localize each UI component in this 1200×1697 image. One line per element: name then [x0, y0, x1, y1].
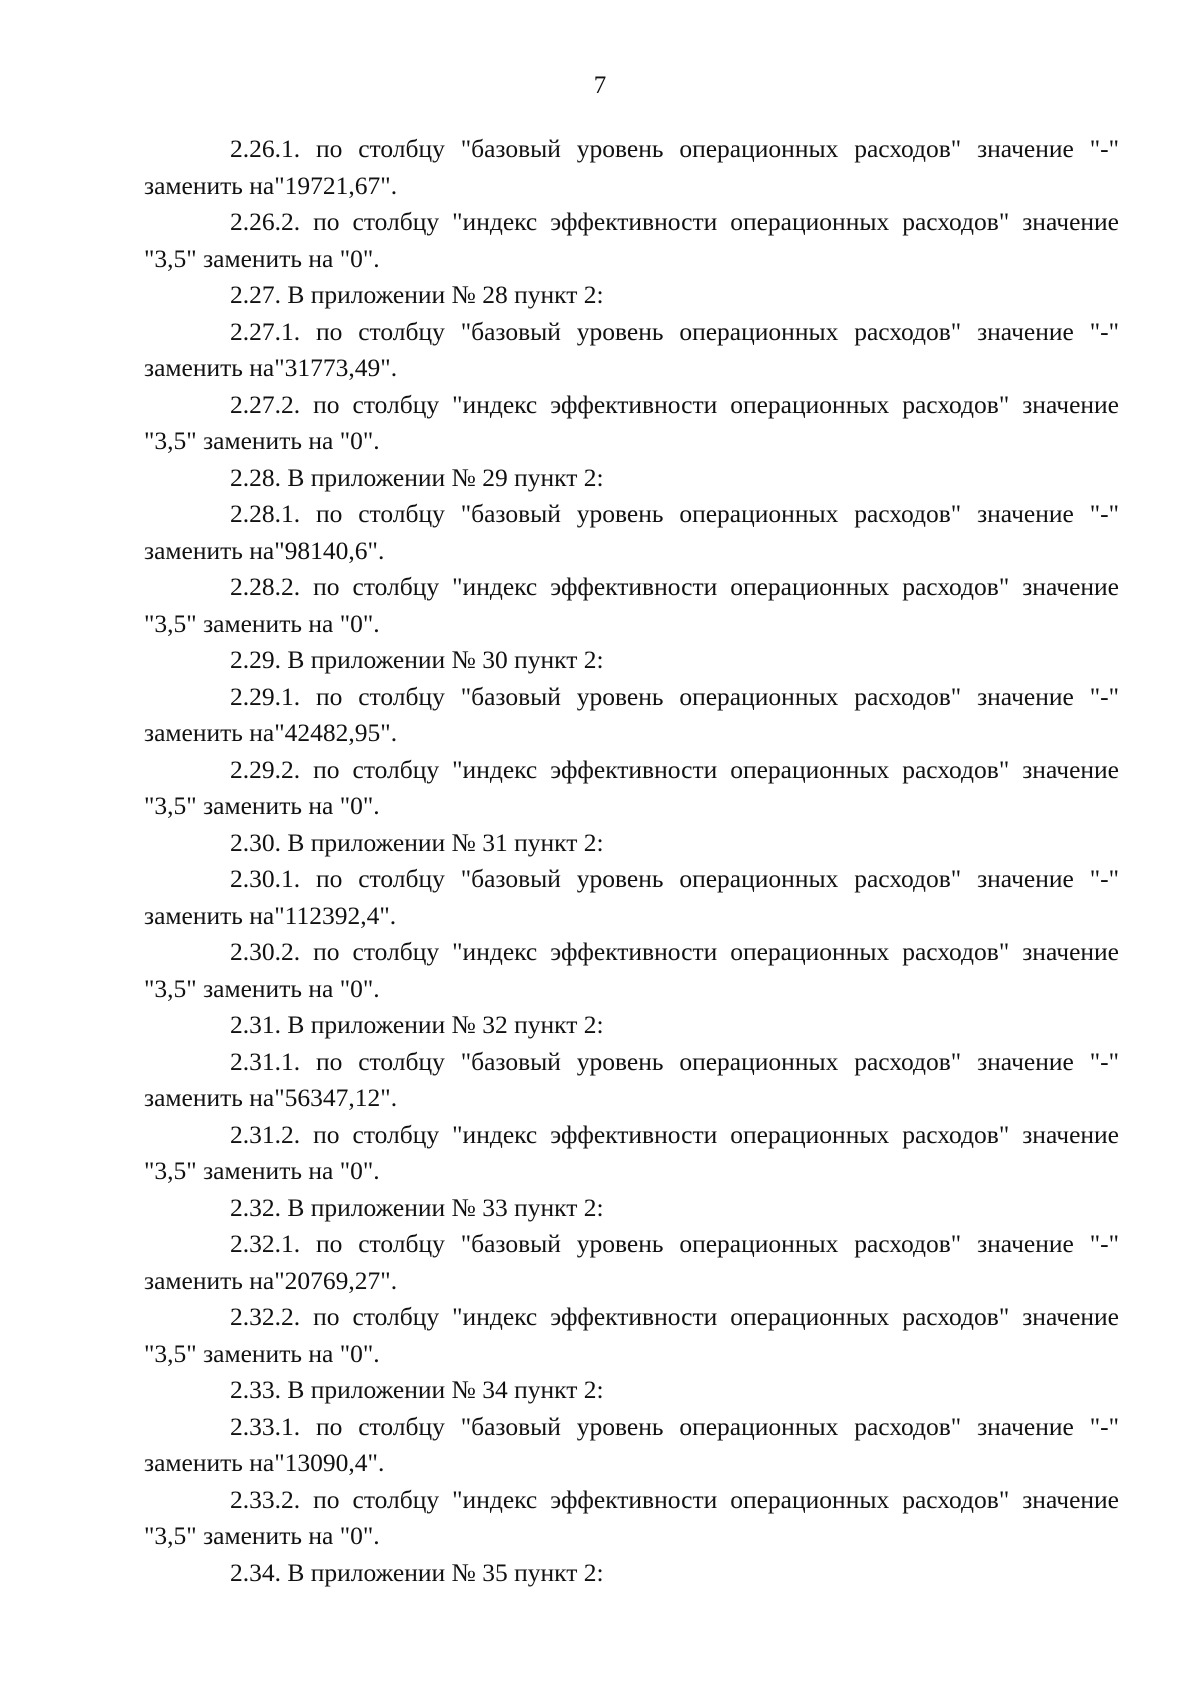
- paragraph-2-29-2: 2.29.2. по столбцу "индекс эффективности операционных расходов" значение "3,5" заменить на "0".: [144, 754, 1119, 820]
- paragraph-2-30: 2.30. В приложении № 31 пункт 2:: [230, 827, 604, 857]
- paragraph-2-31-1: 2.31.1. по столбцу "базовый уровень операционных расходов" значение "-" заменить на"56347,12".: [144, 1046, 1119, 1112]
- paragraph-2-34: 2.34. В приложении № 35 пункт 2:: [230, 1557, 604, 1587]
- paragraph-2-29: 2.29. В приложении № 30 пункт 2:: [230, 645, 604, 674]
- paragraph-2-32-1: 2.32.1. по столбцу "базовый уровень операционных расходов" значение "-" заменить на"20769,27".: [144, 1229, 1119, 1295]
- paragraph-2-28: 2.28. В приложении № 29 пункт 2:: [230, 462, 604, 492]
- paragraph-2-26-1: 2.26.1. по столбцу "базовый уровень операционных расходов" значение "-" заменить на"19721,67".: [144, 134, 1119, 200]
- paragraph-2-26-2: 2.26.2. по столбцу "индекс эффективности операционных расходов" значение "3,5" заменить на "0".: [144, 207, 1119, 273]
- paragraph-2-30-1: 2.30.1. по столбцу "базовый уровень операционных расходов" значение "-" заменить на"112392,4".: [144, 864, 1119, 930]
- paragraph-2-33-2: 2.33.2. по столбцу "индекс эффективности операционных расходов" значение "3,5" заменить на "0".: [144, 1484, 1119, 1550]
- paragraph-2-28-2: 2.28.2. по столбцу "индекс эффективности операционных расходов" значение "3,5" заменить на "0".: [144, 572, 1119, 638]
- page-number: 7: [593, 72, 607, 99]
- paragraph-2-33-1: 2.33.1. по столбцу "базовый уровень операционных расходов" значение "-" заменить на"13090,4".: [144, 1411, 1119, 1477]
- paragraph-2-32-2: 2.32.2. по столбцу "индекс эффективности операционных расходов" значение "3,5" заменить на "0".: [144, 1302, 1119, 1368]
- paragraph-2-31: 2.31. В приложении № 32 пункт 2:: [230, 1010, 604, 1039]
- paragraph-2-27-2: 2.27.2. по столбцу "индекс эффективности операционных расходов" значение "3,5" заменить на "0".: [144, 389, 1119, 455]
- paragraph-2-30-2: 2.30.2. по столбцу "индекс эффективности операционных расходов" значение "3,5" заменить на "0".: [144, 937, 1119, 1003]
- document-body: [144, 131, 1119, 1591]
- paragraph-2-33: 2.33. В приложении № 34 пункт 2:: [230, 1375, 604, 1404]
- paragraph-2-27-1: 2.27.1. по столбцу "базовый уровень операционных расходов" значение "-" заменить на"31773,49".: [144, 316, 1119, 382]
- paragraph-2-29-1: 2.29.1. по столбцу "базовый уровень операционных расходов" значение "-" заменить на"42482,95".: [144, 681, 1119, 747]
- paragraph-2-27: 2.27. В приложении № 28 пункт 2:: [230, 280, 604, 309]
- paragraph-2-32: 2.32. В приложении № 33 пункт 2:: [230, 1192, 604, 1222]
- paragraph-2-28-1: 2.28.1. по столбцу "базовый уровень операционных расходов" значение "-" заменить на"98140,6".: [144, 499, 1119, 565]
- paragraph-2-31-2: 2.31.2. по столбцу "индекс эффективности операционных расходов" значение "3,5" заменить на "0".: [144, 1119, 1119, 1185]
